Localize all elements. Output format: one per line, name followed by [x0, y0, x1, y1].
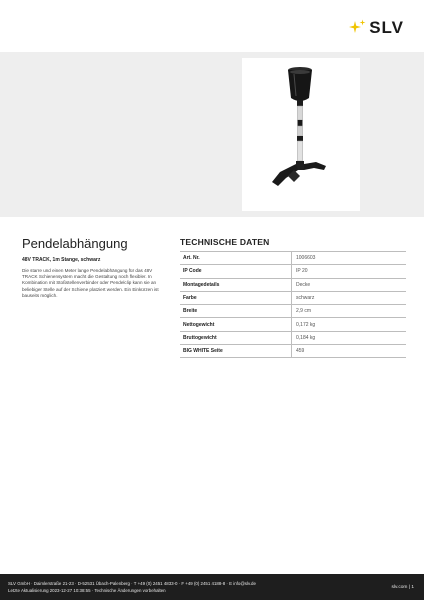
table-row — [180, 305, 406, 318]
table-row — [180, 331, 406, 344]
product-description: Die starre und einen Meter lange Pendelabhängung für das 48V TRACK Schienensystem macht die Gestaltung noch flexibler. In Kombination mit Stoßstellenverbinder oder Pendelclip kann sie an beliebiger Stelle auf der Schiene platziert werden. Ein Einkürzen ist bauseits möglich. — [22, 268, 159, 298]
table-row — [180, 265, 406, 278]
row-label: Bruttogewicht — [180, 331, 292, 344]
technical-data-table — [180, 251, 406, 358]
page-footer — [0, 574, 424, 600]
product-image — [242, 58, 360, 211]
table-row — [180, 252, 406, 265]
row-value: 459 — [292, 345, 407, 358]
row-label: Montagedetails — [180, 278, 292, 291]
table-row — [180, 278, 406, 291]
sparkle-icon — [349, 19, 367, 37]
row-value: 0,172 kg — [292, 318, 407, 331]
table-row — [180, 291, 406, 304]
footer-page-number: slv.com | 1 — [391, 585, 414, 590]
table-row — [180, 345, 406, 358]
brand-name: SLV — [369, 18, 404, 37]
row-label: Breite — [180, 305, 292, 318]
row-value: IP 20 — [292, 265, 407, 278]
table-row — [180, 318, 406, 331]
hero-banner — [0, 52, 424, 217]
row-label: Art. Nr. — [180, 252, 292, 265]
row-label: Nettogewicht — [180, 318, 292, 331]
row-value: 1006603 — [292, 252, 407, 265]
technical-data-heading: TECHNISCHE DATEN — [180, 237, 270, 247]
footer-update-info: Letzte Aktualisierung 2023-12-27 10:38:55 · Technische Änderungen vorbehalten — [8, 588, 166, 593]
brand-logo — [349, 18, 404, 38]
row-value: schwarz — [292, 291, 407, 304]
row-value: 0,184 kg — [292, 331, 407, 344]
row-label: BIG WHITE Seite — [180, 345, 292, 358]
product-title: Pendelabhängung — [22, 236, 128, 251]
row-value: Decke — [292, 278, 407, 291]
footer-company-info: SLV GmbH · Daimlerstraße 21-23 · D-52531 Übach-Palenberg · T +49 (0) 2451 4833-0 · F +49 (0) 2451 4188-8 · E info@slv.de — [8, 581, 256, 586]
row-label: IP Code — [180, 265, 292, 278]
row-value: 2,9 cm — [292, 305, 407, 318]
row-label: Farbe — [180, 291, 292, 304]
product-subtitle: 48V TRACK, 1m Stange, schwarz — [22, 257, 101, 263]
